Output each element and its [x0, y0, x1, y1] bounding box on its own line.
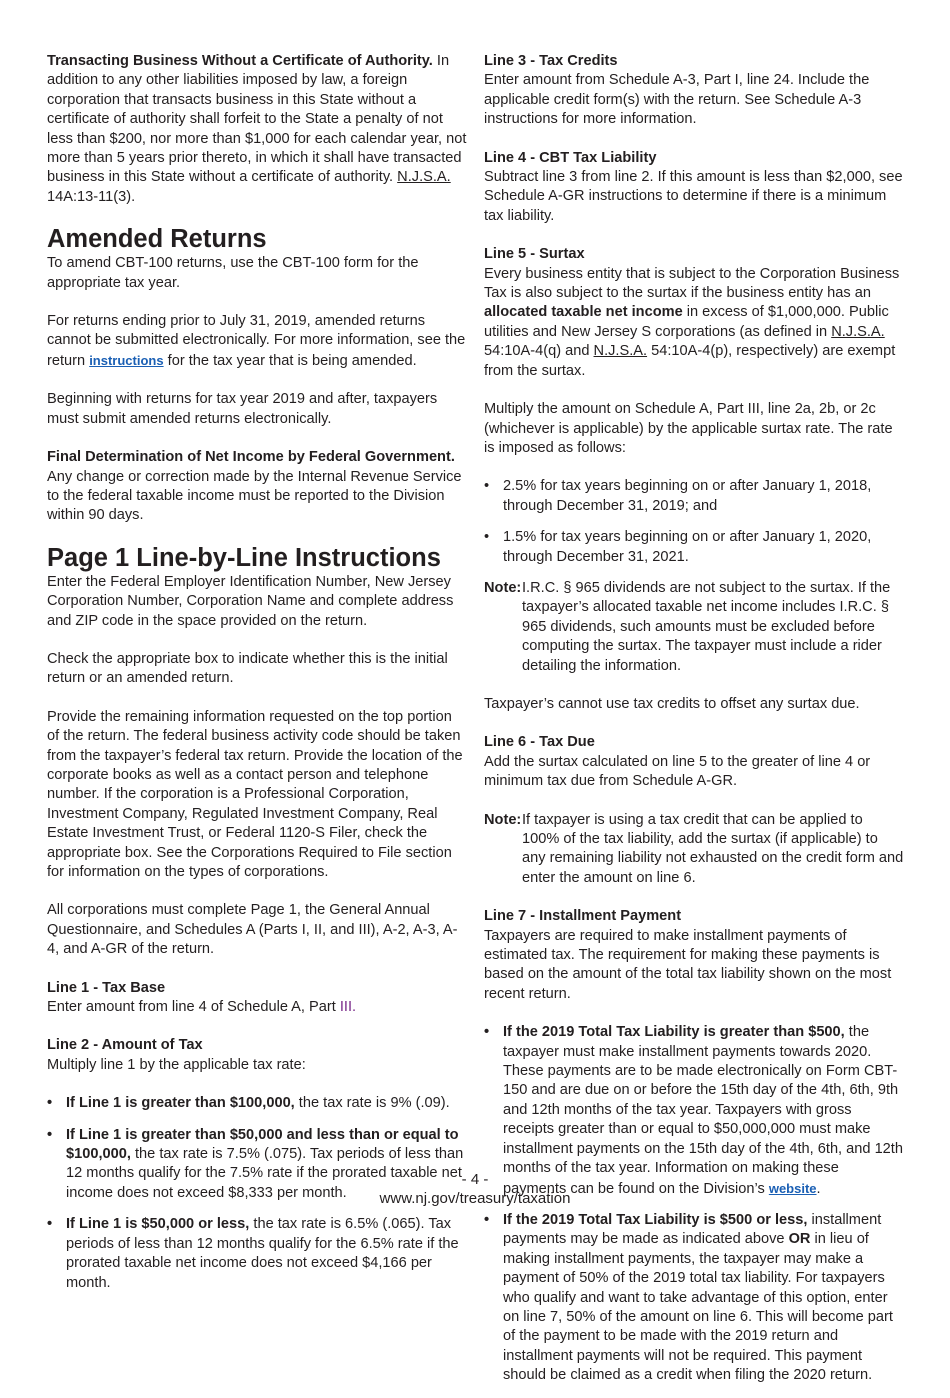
paragraph	[484, 927, 904, 1005]
text-run: Beginning with returns for tax year 2019 and after, taxpayers must submit amended returns electronically.	[47, 391, 438, 427]
text-run: 54:10A-4(q) and	[484, 343, 594, 360]
text-run: installment payments may be made as indicated above	[503, 1211, 882, 1248]
line-heading: Line 1 - Tax Base	[47, 979, 166, 996]
text-run: To amend CBT-100 returns, use the CBT-100 form for the appropriate tax year.	[47, 255, 419, 291]
text-run: Any change or correction made by the Internal Revenue Service to the federal taxable income must be reported to the Division within 90 days.	[47, 468, 462, 524]
paragraph	[484, 753, 904, 792]
text-run: Enter amount from Schedule A-3, Part I, line 24. Include the applicable credit form(s) with the return. See Schedule A-3 instructions for more information.	[484, 72, 870, 128]
paragraph	[47, 901, 467, 959]
paragraph	[47, 1056, 467, 1075]
line-heading: Line 5 - Surtax	[484, 246, 585, 263]
text-run: Add the surtax calculated on line 5 to the greater of line 4 or minimum tax due from Schedule A-GR.	[484, 753, 871, 790]
text-run: Taxpayer’s cannot use tax credits to offset any surtax due.	[484, 695, 860, 712]
line-heading: Line 7 - Installment Payment	[484, 908, 682, 925]
hyperlink[interactable]: website	[768, 1180, 817, 1196]
line-heading: Line 2 - Amount of Tax	[47, 1037, 203, 1054]
bold-text: If Line 1 is $50,000 or less,	[66, 1216, 250, 1233]
colored-text: III.	[339, 999, 357, 1016]
text-run: the taxpayer must make installment payments towards 2020. These payments are to be made electronically on Form CBT-150 and are due on or before the 15th day of the 4th, 6th, 9th and 12th months of the tax year. Taxpayers with gross receipts greater than or equal to $50,000,000 must make installment payments on the 15th day of the 4th, 6th, and 12th months of the tax year. Information on making these payments can be found on the Division’s	[503, 1024, 903, 1197]
text-run: Provide the remaining information requested on the top portion of the return. The federal business activity code should be taken from the taxpayer’s federal tax return. Provide the location of the corporate books as well as a contact person and telephone number. If the corporation is a Professional Corporation, Investment Company, Regulated Investment Company, Real Estate Investment Trust, or Federal 1120-S Filer, check the appropriate box. See the Corporations Required to File section for information on the types of corporations.	[47, 708, 463, 880]
note-label: Note:	[484, 579, 522, 596]
text-run: Multiply the amount on Schedule A, Part III, line 2a, 2b, or 2c (whichever is applicable) by the applicable surtax rate. The rate is imposed as follows:	[484, 401, 893, 456]
statute-reference: N.J.S.A.	[593, 343, 648, 360]
statute-reference: N.J.S.A.	[831, 323, 885, 340]
text-run: the tax rate is 9% (.09).	[294, 1095, 450, 1112]
list-item	[47, 1215, 467, 1293]
paragraph	[47, 998, 467, 1017]
paragraph	[484, 265, 904, 381]
paragraph	[47, 390, 467, 429]
text-run: the tax rate is 7.5% (.075). Tax periods of less than 12 months qualify for the 7.5% rate if the prorated taxable net income does not exceed $8,333 per month.	[66, 1146, 464, 1201]
bold-text: If Line 1 is greater than $50,000 and less than or equal to $100,000,	[66, 1126, 459, 1163]
statute-reference: N.J.S.A.	[397, 169, 451, 186]
paragraph	[484, 168, 904, 226]
paragraph	[484, 71, 904, 129]
bullet-icon: •	[484, 478, 490, 495]
bullet-icon: •	[484, 529, 490, 546]
text-run: the tax rate is 6.5% (.065). Tax periods of less than 12 months qualify for the 6.5% rate if the prorated taxable net income does not exceed $4,166 per month.	[66, 1216, 459, 1291]
paragraph	[47, 448, 467, 526]
text-run: in lieu of making installment payments, the taxpayer may make a payment of 50% of the 2019 total tax liability. For taxpayers who qualify and want to take advantage of this option, enter on line 7, 50% of the amount on line 6. This will become part of the payment to be made with the 2019 return and installment payments will not be required. This payment should be claimed as a credit when filing the 2020 return.	[503, 1231, 893, 1384]
list-item	[47, 1094, 467, 1113]
line-heading: Line 3 - Tax Credits	[484, 53, 618, 69]
line-heading: Line 4 - CBT Tax Liability	[484, 149, 657, 166]
left-column	[47, 52, 467, 1305]
text-run: Taxpayers are required to make installment payments of estimated tax. The requirement for making these payments is based on the amount of the total tax liability shown on the most recent return.	[484, 927, 892, 1002]
text-run: Subtract line 3 from line 2. If this amount is less than $2,000, see Schedule A-GR instructions to determine if there is a minimum tax liability.	[484, 169, 903, 224]
paragraph	[47, 650, 467, 689]
list-item	[484, 477, 904, 516]
section-heading: Amended Returns	[47, 225, 267, 254]
bold-text: If the 2019 Total Tax Liability is greater than $500,	[503, 1024, 845, 1041]
bullet-icon: •	[484, 1211, 490, 1228]
bullet-icon: •	[47, 1216, 53, 1233]
paragraph	[47, 312, 467, 371]
paragraph	[47, 52, 467, 207]
bold-text: Final Determination of Net Income by Federal Government.	[47, 449, 455, 466]
bold-text: OR	[788, 1231, 811, 1248]
bold-text: If the 2019 Total Tax Liability is $500 or less,	[503, 1211, 808, 1228]
text-run: I.R.C. § 965 dividends are not subject to the surtax. If the taxpayer’s allocated taxable net income includes I.R.C. § 965 dividends, such amounts must be excluded before computing the surtax. The taxpayer must include a rider detailing the information.	[522, 579, 891, 674]
text-run: .	[816, 1180, 821, 1197]
text-run: All corporations must complete Page 1, the General Annual Questionnaire, and Schedules A (Parts I, II, and III), A-2, A-3, A-4, and A-GR of the return.	[47, 902, 458, 958]
bold-text: If Line 1 is greater than $100,000,	[66, 1095, 295, 1112]
line-heading: Line 6 - Tax Due	[484, 734, 595, 751]
paragraph	[484, 400, 904, 458]
list-item	[484, 1211, 904, 1386]
footer-url: www.nj.gov/treasury/taxation	[379, 1190, 571, 1207]
text-run: Enter amount from line 4 of Schedule A, Part	[47, 999, 340, 1016]
note-label: Note:	[484, 811, 522, 828]
paragraph	[47, 708, 467, 883]
text-run: Enter the Federal Employer Identification Number, New Jersey Corporation Number, Corporation Name and complete address and ZIP code in the space provided on the return.	[47, 573, 454, 629]
text-run: 14A:13-11(3).	[47, 188, 136, 205]
bullet-icon: •	[47, 1095, 53, 1112]
page-number: - 4 -	[461, 1171, 489, 1188]
note-block	[484, 579, 904, 676]
text-run: for the tax year that is being amended.	[163, 352, 417, 369]
hyperlink[interactable]: instructions	[89, 352, 164, 368]
paragraph	[484, 695, 904, 714]
text-run: In addition to any other liabilities imposed by law, a foreign corporation that transacts business in this State without a certificate of authority shall forfeit to the State a penalty of not less than $200, nor more than $1,000 for each calendar year, not more than 5 years prior thereto, in which it shall have transacted business in this State without a certificate of authority.	[47, 53, 467, 186]
bold-text: Transacting Business Without a Certificate of Authority.	[47, 53, 433, 69]
text-run: Multiply line 1 by the applicable tax rate:	[47, 1056, 306, 1073]
text-run: For returns ending prior to July 31, 2019, amended returns cannot be submitted electronically. For more information, see the return	[47, 313, 466, 369]
text-run: Check the appropriate box to indicate whether this is the initial return or an amended return.	[47, 650, 448, 687]
page-footer	[0, 1170, 950, 1208]
bullet-icon: •	[47, 1126, 53, 1143]
text-run: 2.5% for tax years beginning on or after January 1, 2018, through December 31, 2019; and	[503, 478, 872, 514]
text-run: 1.5% for tax years beginning on or after January 1, 2020, through December 31, 2021.	[503, 529, 872, 565]
bullet-icon: •	[484, 1024, 490, 1041]
note-block	[484, 811, 904, 889]
list-item	[484, 528, 904, 567]
text-run: 54:10A-4(p), respectively) are exempt from the surtax.	[484, 343, 896, 379]
text-run: Every business entity that is subject to the Corporation Business Tax is also subject to the surtax if the business entity has an	[484, 265, 900, 302]
paragraph	[47, 254, 467, 293]
text-run: If taxpayer is using a tax credit that can be applied to 100% of the tax liability, add the surtax (if applicable) to any remaining liability not exhausted on the credit form and enter the amount on line 6.	[522, 811, 904, 886]
text-run: in excess of $1,000,000. Public utilities and New Jersey S corporations (as defined in	[484, 304, 889, 340]
bold-text: allocated taxable net income	[484, 304, 683, 321]
section-heading: Page 1 Line-by-Line Instructions	[47, 543, 441, 572]
paragraph	[47, 573, 467, 631]
